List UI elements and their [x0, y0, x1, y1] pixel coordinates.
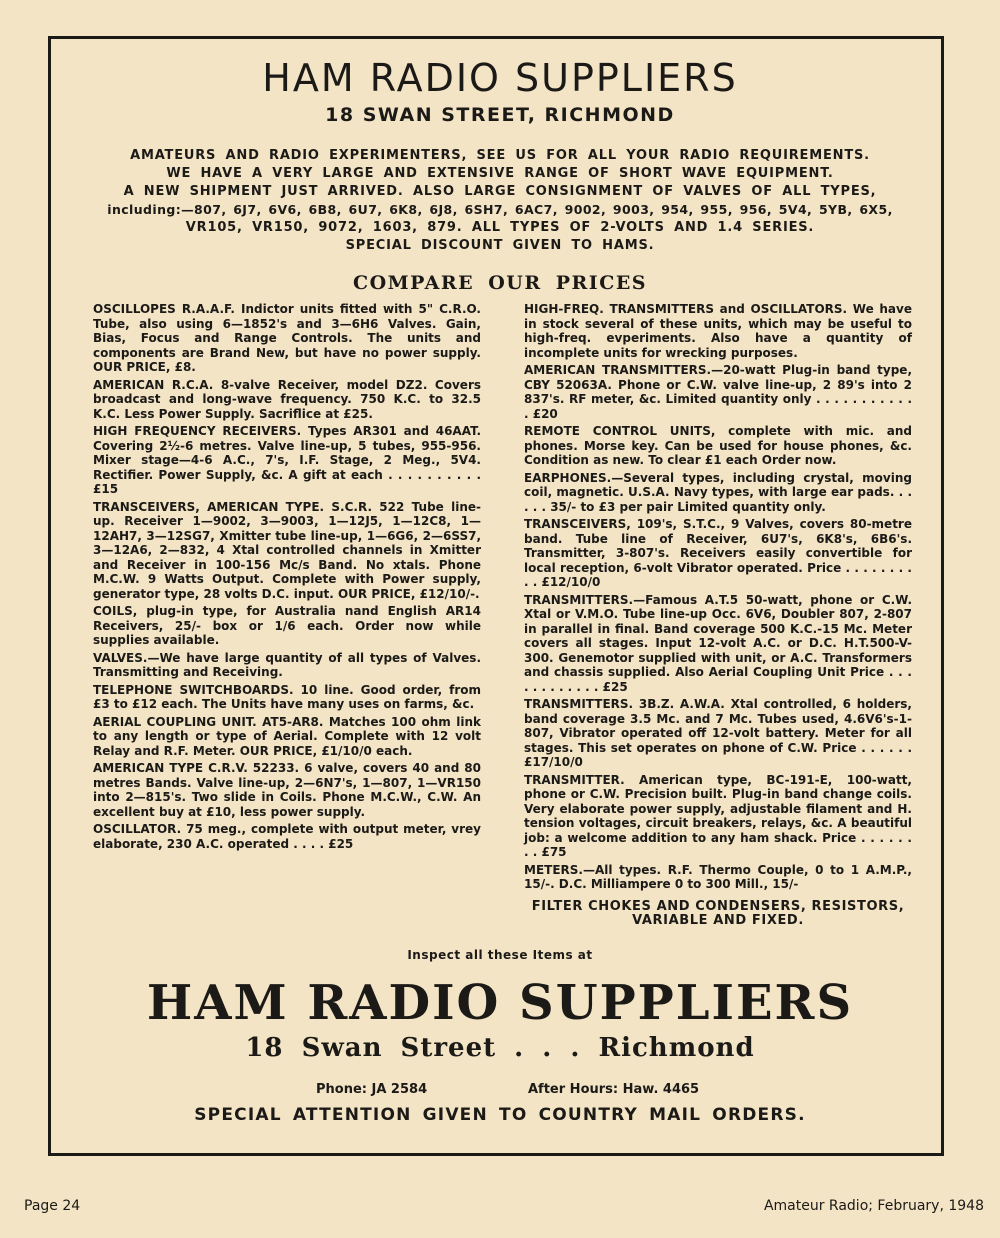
intro-line: A NEW SHIPMENT JUST ARRIVED. ALSO LARGE CONSIGNMENT OF VALVES OF ALL TYPES, [123, 184, 877, 199]
item-oscillopes: OSCILLOPES R.A.A.F. Indictor units fitted with 5" C.R.O. Tube, also using 6—1852's and 3—6H6 Valves. Gain, Bias, Focus and Range Controls. The units and components are Brand New, but have no power supply. OUR PRICE, £8. [93, 302, 481, 374]
advert-address: 18 SWAN STREET, RICHMOND [325, 104, 675, 126]
item-transceivers-american: TRANSCEIVERS, AMERICAN TYPE. S.C.R. 522 Tube line-up. Receiver 1—9002, 3—9003, 1—12J5, 1—12C8, 1—12AH7, 3—12SG7, Xmitter tube line-up, 1—6G6, 2—6SS7, 3—12A6, 2—832, 4 Xtal controlled channels in Xmitter and Receiver in 100-156 Mc/s Band. No xtals. Phone M.C.W. 9 Watts Output. Complete with Power supply, generator type, 28 volts D.C. input. OUR PRICE, £12/10/-. [93, 499, 481, 601]
intro-line: VR105, VR150, 9072, 1603, 879. ALL TYPES OF 2-VOLTS AND 1.4 SERIES. [185, 220, 815, 235]
item-oscillator: OSCILLATOR. 75 meg., complete with output meter, vrey elaborate, 230 A.C. operated . . . . £25 [93, 822, 481, 851]
item-aerial-coupling: AERIAL COUPLING UNIT. AT5-AR8. Matches 100 ohm link to any length or type of Aerial. Complete with 12 volt Relay and R.F. Meter. OUR PRICE, £1/10/0 each. [93, 714, 481, 758]
item-hf-receivers: HIGH FREQUENCY RECEIVERS. Types AR301 and 46AAT. Covering 2½-6 metres. Valve line-up, 5 tubes, 955-956. Mixer stage—4-6 A.C., 7's, I.F. Stage, 2 Meg., 5V4. Rectifier. Power Supply, &c. A gift at each . . . . . . . . . . £15 [93, 424, 481, 496]
item-american-transmitters: AMERICAN TRANSMITTERS.—20-watt Plug-in band type, CBY 52063A. Phone or C.W. valve line-up, 2 89's into 2 837's. RF meter, &c. Limited quantity only . . . . . . . . . . . . £20 [524, 363, 912, 421]
closing-line: FILTER CHOKES AND CONDENSERS, RESISTORS, [531, 898, 905, 914]
item-coils: COILS, plug-in type, for Australia nand English AR14 Receivers, 25/- box or 1/6 each. Order now while supplies available. [93, 604, 481, 647]
shop-address-large: 18 Swan Street . . . Richmond [245, 1033, 755, 1063]
item-transmitter-bc191: TRANSMITTER. American type, BC-191-E, 100-watt, phone or C.W. Precision built. Plug-in band change coils. Very elaborate power supply, adjustable filament and H. tension voltages, circuit breakers, relays, &c. A beautiful job: a welcome addition to any ham shack. Price . . . . . . . . £75 [524, 772, 912, 859]
intro-line: AMATEURS AND RADIO EXPERIMENTERS, SEE US FOR ALL YOUR RADIO REQUIREMENTS. [130, 148, 870, 163]
closing-line: VARIABLE AND FIXED. [632, 913, 804, 928]
shop-name-large: HAM RADIO SUPPLIERS [146, 975, 854, 1031]
item-hf-transmitters: HIGH-FREQ. TRANSMITTERS and OSCILLATORS. We have in stock several of these units, which may be useful to high-freq. evperiments. Also have a quantity of incomplete units for wrecking purposes. [524, 302, 912, 360]
country-orders-note: SPECIAL ATTENTION GIVEN TO COUNTRY MAIL ORDERS. [194, 1105, 806, 1125]
publication-line: Amateur Radio; February, 1948 [763, 1198, 984, 1214]
page-number: Page 24 [24, 1198, 81, 1214]
item-switchboards: TELEPHONE SWITCHBOARDS. 10 line. Good order, from £3 to £12 each. The Units have many uses on farms, &c. [93, 682, 481, 711]
advert-title: HAM RADIO SUPPLIERS [262, 56, 738, 100]
left-column [93, 302, 481, 854]
right-column [524, 302, 912, 929]
phone-number: Phone: JA 2584 [316, 1082, 428, 1097]
compare-heading: COMPARE OUR PRICES [352, 272, 648, 294]
item-earphones: EARPHONES.—Several types, including crystal, moving coil, magnetic. U.S.A. Navy types, with large ear pads. . . . . . 35/- to £3 per pair Limited quantity only. [524, 470, 912, 514]
after-hours-number: After Hours: Haw. 4465 [528, 1082, 700, 1097]
item-valves: VALVES.—We have large quantity of all types of Valves. Transmitting and Receiving. [93, 650, 481, 679]
intro-line: WE HAVE A VERY LARGE AND EXTENSIVE RANGE OF SHORT WAVE EQUIPMENT. [166, 166, 834, 181]
item-crv-52233: AMERICAN TYPE C.R.V. 52233. 6 valve, covers 40 and 80 metres Bands. Valve line-up, 2—6N7's, 1—807, 1—VR150 into 2—815's. Two slide in Coils. Phone M.C.W., C.W. An excellent buy at £10, less power supply. [93, 761, 481, 819]
item-meters: METERS.—All types. R.F. Thermo Couple, 0 to 1 A.M.P., 15/-. D.C. Milliampere 0 to 300 Mill., 15/- [524, 862, 912, 891]
item-remote-control: REMOTE CONTROL UNITS, complete with mic. and phones. Morse key. Can be used for house phones, &c. Condition as new. To clear £1 each Order now. [524, 424, 912, 467]
filter-chokes-note [524, 900, 912, 929]
item-transceivers-109: TRANSCEIVERS, 109's, S.T.C., 9 Valves, covers 80-metre band. Tube line of Receiver, 6U7's, 6K8's, 6B6's. Transmitter, 3-807's. Receivers easily convertible for local reception, 6-volt Vibrator operated. Price . . . . . . . . . . £12/10/0 [524, 517, 912, 589]
intro-line: SPECIAL DISCOUNT GIVEN TO HAMS. [345, 238, 655, 253]
inspect-line: Inspect all these Items at [407, 948, 593, 962]
item-rca-receiver: AMERICAN R.C.A. 8-valve Receiver, model DZ2. Covers broadcast and long-wave frequency. 750 K.C. to 32.5 K.C. Less Power Supply. Sacriflice at £25. [93, 377, 481, 421]
intro-line: including:—807, 6J7, 6V6, 6B8, 6U7, 6K8, 6J8, 6SH7, 6AC7, 9002, 9003, 954, 955, 956, 5V4, 5YB, 6X5, [107, 202, 893, 217]
intro-text [80, 147, 920, 255]
item-transmitters-3bz: TRANSMITTERS. 3B.Z. A.W.A. Xtal controlled, 6 holders, band coverage 3.5 Mc. and 7 Mc. Tubes used, 4.6V6's-1-807, Vibrator operated off 12-volt battery. Meter for all stages. This set operates on phone of C.W. Price . . . . . . £17/10/0 [524, 697, 912, 769]
item-transmitters-at5: TRANSMITTERS.—Famous A.T.5 50-watt, phone or C.W. Xtal or V.M.O. Tube line-up Occ. 6V6, Doubler 807, 2-807 in parallel in final. Band coverage 500 K.C.-15 Mc. Meter covers all stages. Input 12-volt A.C. or D.C. H.T.500-V-300. Genemotor supplied with unit, or A.C. Transformers and chassis supplied. Also Aerial Coupling Unit Price . . . . . . . . . . . . £25 [524, 592, 912, 694]
